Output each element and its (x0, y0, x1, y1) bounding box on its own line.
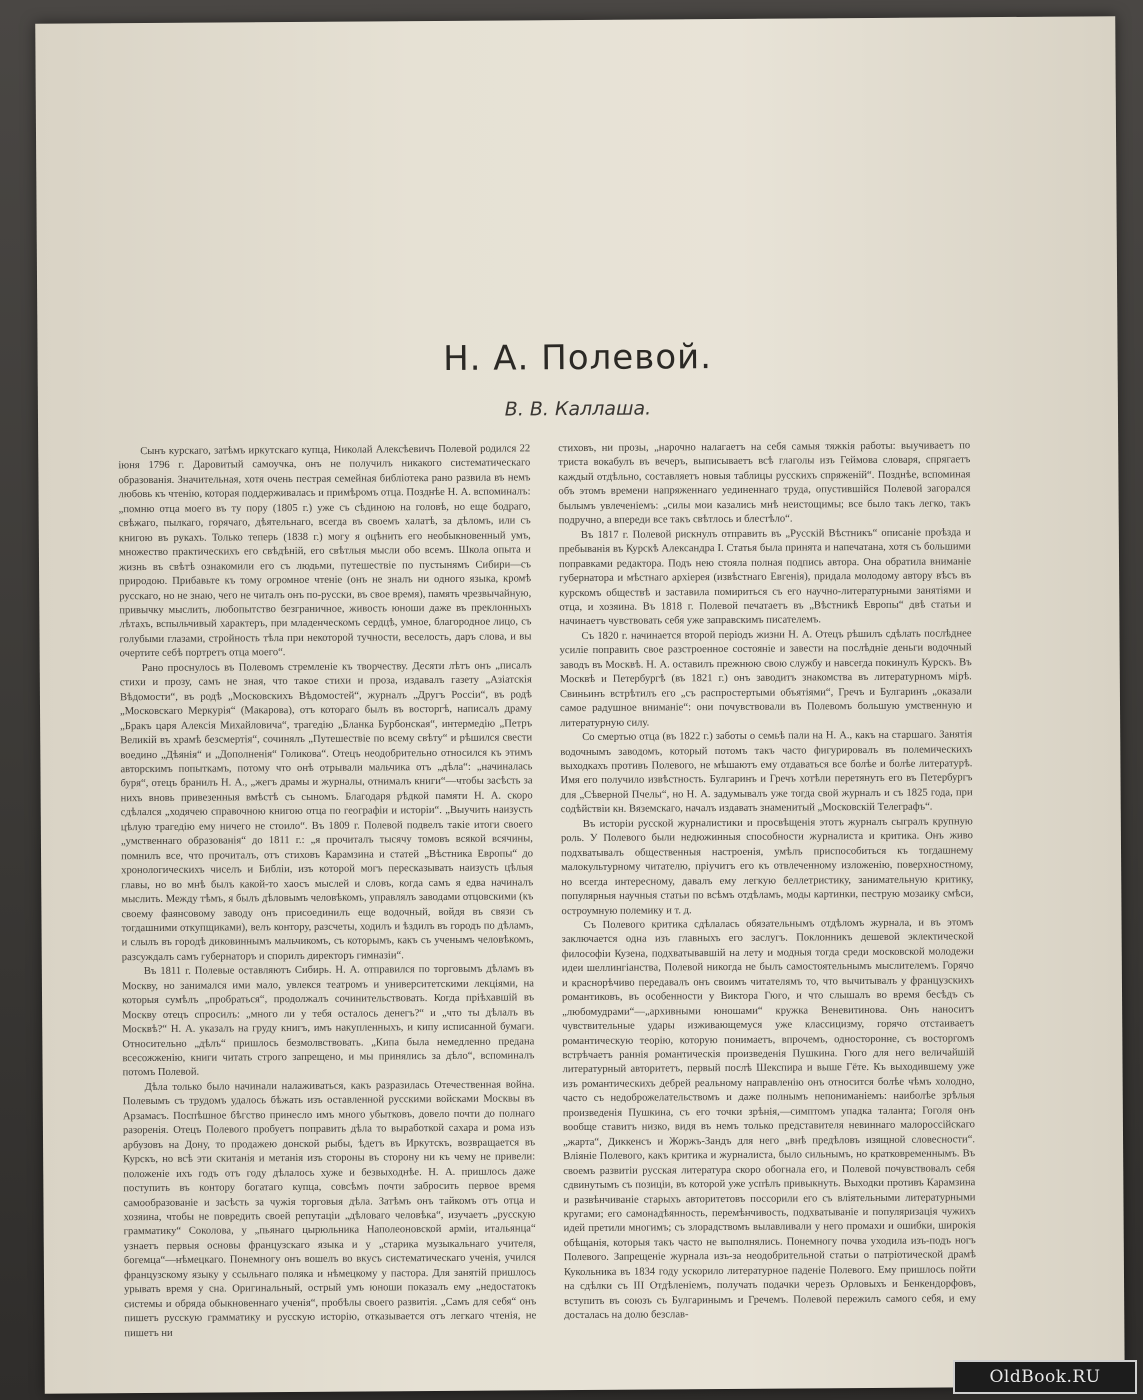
paragraph: Съ 1820 г. начинается второй періодъ жизни Н. А. Отецъ рѣшилъ сдѣлать послѣднее усиліе поправить свое разстроенное состояніе и завести на послѣдніе деньги водочный заводъ въ Москвѣ. Н. А. оставилъ прежнюю свою службу и навсегда покинулъ Курскъ. Въ Москвѣ и Петербургѣ (въ 1821 г.) онъ заводитъ знакомства въ литературномъ мірѣ. Свиньинъ встрѣтилъ его „съ распростертыми объятіями“, Гречъ и Булгаринъ „оказали самое радушное вниманіе“: они почувствовали въ Полевомъ большую умственную и литературную силу. (559, 628, 973, 729)
paragraph: Въ 1817 г. Полевой рискнулъ отправить въ „Русскій Вѣстникъ“ описаніе проѣзда и пребыванія въ Курскѣ Александра I. Статья была принята и напечатана, хотя съ большими поправками редактора. Подъ нею стояла полная подпись автора. Она обратила вниманіе губернатора и мѣстнаго архіерея (извѣстнаго Евгенія), придала молодому автору вѣсъ въ курскомъ обществѣ и заставила помириться съ его научно-литературными занятіями и отца, и хозяина. Въ 1818 г. Полевой печатаетъ въ „Вѣстникѣ Европы“ двѣ статьи и начинаетъ чувствовать себя уже заправскимъ писателемъ. (558, 526, 972, 628)
paragraph: Со смертью отца (въ 1822 г.) заботы о семьѣ пали на Н. А., какъ на старшаго. Занятія водочнымъ заводомъ, который потомъ такъ часто фигурировалъ въ полемическихъ выходкахъ противъ Полевого, не мѣшаютъ ему отдаваться все болѣе и болѣе литературѣ. Имя его получило извѣстность. Булгаринъ и Гречъ хотѣли перетянуть его въ Петербургъ для „Сѣверной Пчелы“, но Н. А. задумывалъ уже тогда свой журналъ и съ 1825 года, при содѣйствіи кн. Вяземскаго, началъ издавать знаменитый „Московскій Телеграфъ“. (560, 729, 973, 816)
left-text-column (118, 442, 536, 1341)
paragraph: Съ Полевого критика сдѣлалась обязательнымъ отдѣломъ журнала, и въ этомъ заключается одна изъ главныхъ его заслугъ. Поклонникъ дешевой эклектической философіи Кузена, подхватывавшій на лету и модныя тогда среди московской молодежи идеи шеллингіанства, Полевой никогда не былъ самостоятельнымъ мыслителемъ. Горячо и краснорѣчиво передавалъ онъ своимъ читателямъ то, что вычитывалъ у французскихъ романтиковъ, въ особенности у Виктора Гюго, и что слышалъ во время бесѣдъ съ „любомудрами“—„архивными юношами“ кружка Веневитинова. Онъ наноситъ чувствительные удары изживающемуся уже классицизму, горячо отстаиваетъ романтическую теорію, которую понимаетъ, впрочемъ, односторонне, съ восторгомъ встрѣчаетъ раннія романтическія произведенія Пушкина. Гюго для него величайшій литературный авторитетъ, первый послѣ Шекспира и выше Гёте. Къ выходившему уже изъ романтическихъ дебрей реальному направленію онъ относится болѣе чѣмъ холодно, часто съ недоброжелательствомъ и даже полнымъ непониманіемъ: наиболѣе зрѣлыя произведенія Пушкина, съ его точки зрѣнія,—симптомъ упадка таланта; Гоголя онъ вообще ставитъ низко, видя въ немъ только представителя невиннаго малороссійскаго „жарта“, Диккенсъ и Жоржъ-Зандъ для него „внѣ предѣловъ изящной словесности“. Вліяніе Полевого, какъ критика и журналиста, было сильнымъ, но кратковременнымъ. Въ своемъ развитіи русская литература скоро обогнала его, и Полевой почувствовалъ себя сдвинутымъ съ позиціи, въ которой уже успѣлъ привыкнуть. Выходки противъ Карамзина и развѣнчиваніе старыхъ авторитетовъ поссорили его съ вліятельными литературными кругами; его самонадѣянность, перемѣнчивость, подхватываніе и популяризація чужихъ идей претили многимъ; съ злорадствомъ вылавливали у него промахи и ошибки, широкія обѣщанія, которыя такъ часто не выполнялись. Понемногу почва уходила изъ-подъ ногъ Полевого. Запрещеніе журнала изъ-за неодобрительной статьи о патріотической драмѣ Кукольника въ 1834 году ускорило литературное паденіе Полевого. Ему пришлось пойти на сдѣлки съ III Отдѣленіемъ, получать подачки черезъ Орловыхъ и Бенкендорфовъ, вступить въ союзъ съ Булгаринымъ и Гречемъ. Полевой пережилъ самого себя, и ему досталась на долю безслав- (561, 917, 977, 1322)
paragraph: Въ исторіи русской журналистики и просвѣщенія этотъ журналъ сыгралъ крупную роль. У Полевого были недюжинныя способности журналиста и критика. Онъ живо подхватывалъ общественныя настроенія, умѣлъ приспособиться къ тогдашнему малокультурному читателю, пріучитъ его къ отвлеченному изложенію, поверхностному, но всегда интересному, давалъ ему легкую беллетристику, занимательную критику, популярныя научныя статьи по всѣмъ отдѣламъ, моды картинки, пеструю мозаику смѣси, остроумную полемику и т. д. (560, 816, 974, 917)
article-title: Н. А. Полевой. (443, 337, 713, 379)
paragraph: Сынъ курскаго, затѣмъ иркутскаго купца, Николай Алексѣевичъ Полевой родился 22 іюня 1796 г. Даровитый самоучка, онъ не получилъ никакого систематическаго образованія. Значительная, хотя очень пестрая семейная библіотека рано развила въ немъ любовь къ чтенію, которая поддерживалась и примѣромъ отца. Позднѣе Н. А. вспоминалъ: „помню отца моего въ ту пору (1805 г.) уже съ сѣдиною на головѣ, но еще бодраго, свѣжаго, пылкаго, горячаго, дѣятельнаго, всегда въ своемъ халатѣ, за дѣломъ, или съ книгою въ рукахъ. Только теперь (1838 г.) могу я оцѣнить его необыкновенный умъ, множество практическихъ его свѣдѣній, его свѣтлыя мысли обо всемъ. Школа опыта и жизнь въ свѣтѣ ознакомили его съ людьми, путешествіе по пустынямъ Сибири—съ природою. Прибавьте къ тому огромное чтеніе (онъ не зналъ ни одного языка, кромѣ русскаго, но не знаю, чего не читалъ онъ по-русски, въ свое время), память чрезвычайную, привычку мыслить, любопытство безграничное, живость юноши даже въ преклонныхъ лѣтахъ, вспыльчивый характеръ, при младенческомъ сердцѣ, умное, благородное лицо, съ голубыми глазами, стройность тѣла при некоторой тучности, веселость, даръ слова, и вы очертите себѣ портретъ отца моего“. (118, 443, 532, 660)
article-author: В. В. Каллаша. (504, 397, 652, 421)
paragraph: стиховъ, ни прозы, „нарочно налагаетъ на себя самыя тяжкія работы: выучиваетъ по триста вокабулъ въ вечеръ, выписываетъ всѣ глаголы изъ Геймова словаря, спрягаетъ каждый отдѣльно, составляетъ новыя таблицы русскихъ спряженій“. Позднѣе, вспоминая объ этомъ времени напряженнаго уединеннаго труда, опустившійся Полевой загорался былымъ увлеченіемъ: „силы мои казались мнѣ неистощимы; все было такъ легко, такъ подручно, а впереди все такъ свѣтлось и блестѣло“. (558, 440, 971, 527)
paragraph: Въ 1811 г. Полевые оставляютъ Сибирь. Н. А. отправился по торговымъ дѣламъ въ Москву, но занимался ими мало, увлекся театромъ и университетскими лекціями, на которыя сумѣлъ „пробраться“, продолжалъ сочинительствовать. Когда пріѣхавшій въ Москву отецъ спросилъ: „много ли у тебя осталось денегъ?“ и „что ты дѣлалъ въ Москвѣ?“ Н. А. указалъ на груду книгъ, имъ накупленныхъ, и кипу исписанной бумаги. Относительно „дѣлъ“ пришлось безмолвствовать. „Кипа была немедленно предана всесожженію, книги читать строго запрещено, и мы принялись за дѣло“, вспоминалъ потомъ Полевой. (121, 963, 535, 1079)
paragraph: Дѣла только было начинали налаживаться, какъ разразилась Отечественная война. Полевымъ съ трудомъ удалось бѣжать изъ оставленной русскими войсками Москвы въ Арзамасъ. Поспѣшное бѣгство принесло имъ много убытковъ, довело почти до полнаго разоренія. Отецъ Полевого пробуетъ поправить дѣла то выработкой сахара и рома изъ арбузовъ на Дону, то продажею донской рыбы, ѣдетъ въ Иркутскъ, возвращается въ Курскъ, но всѣ эти скитанія и метанія изъ стороны въ сторону ни къ чему не привели: положеніе ихъ годъ отъ году дѣлалось хуже и безвыходнѣе. Н. А. пришлось даже поступить въ контору богатаго купца, совсѣмъ почти забросить первое время самообразованіе и засѣсть за чужія торговыя дѣла. Затѣмъ онъ тайкомъ отъ отца и хозяина, чтобы не повредить своей репутаціи „дѣловаго человѣка“, изучаетъ „русскую грамматику“ Соколова, у „пьянаго цырюльника Наполеоновской арміи, итальянца“ узнаетъ первыя основы французскаго языка и у „старика музыкальнаго учителя, богемца“—нѣмецкаго. Понемногу онъ вошелъ во вкусъ систематическаго ученія, учился французскому языку у ссыльнаго поляка и нѣмецкому у пастора. Для занятій пришлось урывать время у сна. Оригинальный, острый умъ юноши показалъ ему „недостатокъ системы и обряда обыкновеннаго ученія“, пробѣлы своего развитія. „Самъ для себя“ онъ пишетъ русскую грамматику и русскую исторію, отказывается отъ легкаго чтенія, не пишетъ ни (122, 1079, 537, 1339)
right-text-column (558, 439, 976, 1323)
book-page (35, 16, 1125, 1394)
paragraph: Рано проснулось въ Полевомъ стремленіе къ творчеству. Десяти лѣтъ онъ „писалъ стихи и прозу, самъ не зная, что такое стихи и проза, издавалъ газету „Азіатскія Вѣдомости“, въ родѣ „Московскихъ Вѣдомостей“, журналъ „Другъ Россіи“, въ родѣ „Московскаго Меркурія“ (Макарова), отъ котораго былъ въ восторгѣ, написалъ драму „Бракъ царя Алексія Михайловича“, трагедію „Бланка Бурбонская“, интермедію „Петръ Великій въ храмѣ безсмертія“, сочинялъ „Путешествіе по всему свѣту“ и рѣшился свести воедино „Дѣянія“ и „Дополненія“ Голикова“. Отецъ неодобрительно относился къ этимъ авторскимъ попыткамъ, потому что онѣ отрывали мальчика отъ „дѣла“: „начиналась буря“, отецъ бранилъ Н. А., „жегъ драмы и журналы, отнималъ книги“—чтобы засѣсть за нихъ вновь привезенныя вмѣстѣ съ сыномъ. Благодаря рѣдкой памяти Н. А. скоро сдѣлался „ходячею справочною книгою отца по географіи и исторіи“. „Выучить наизусть цѣлую трагедію ему ничего не стоило“. Въ 1809 г. Полевой подвелъ такіе итоги своего „умственнаго образованія“ до 1811 г.: „я прочиталъ тысячу томовъ всякой всячины, помнилъ все, что прочиталъ, отъ стиховъ Карамзина и статей „Вѣстника Европы“ до хронологическихъ чиселъ и Библіи, изъ которой могъ пересказывать наизусть цѣлыя главы, но во мнѣ былъ какой-то хаосъ мыслей и словъ, когда самъ я едва начиналъ мыслить. Между тѣмъ, я былъ дѣловымъ человѣкомъ, управлялъ заводами отцовскими (къ своему фаянсовому заводу онъ присоединилъ еще водочный, войдя въ связи съ тогдашними откупщиками), велъ контору, разсчеты, ходилъ и ѣздилъ въ городъ по дѣламъ, и слылъ въ городѣ диковиннымъ мальчикомъ, съ которымъ, какъ съ ученымъ человѣкомъ, разсуждалъ самъ губернаторъ и спорилъ директоръ гимназіи“. (119, 660, 534, 964)
site-watermark: OldBook.RU (953, 1360, 1137, 1394)
